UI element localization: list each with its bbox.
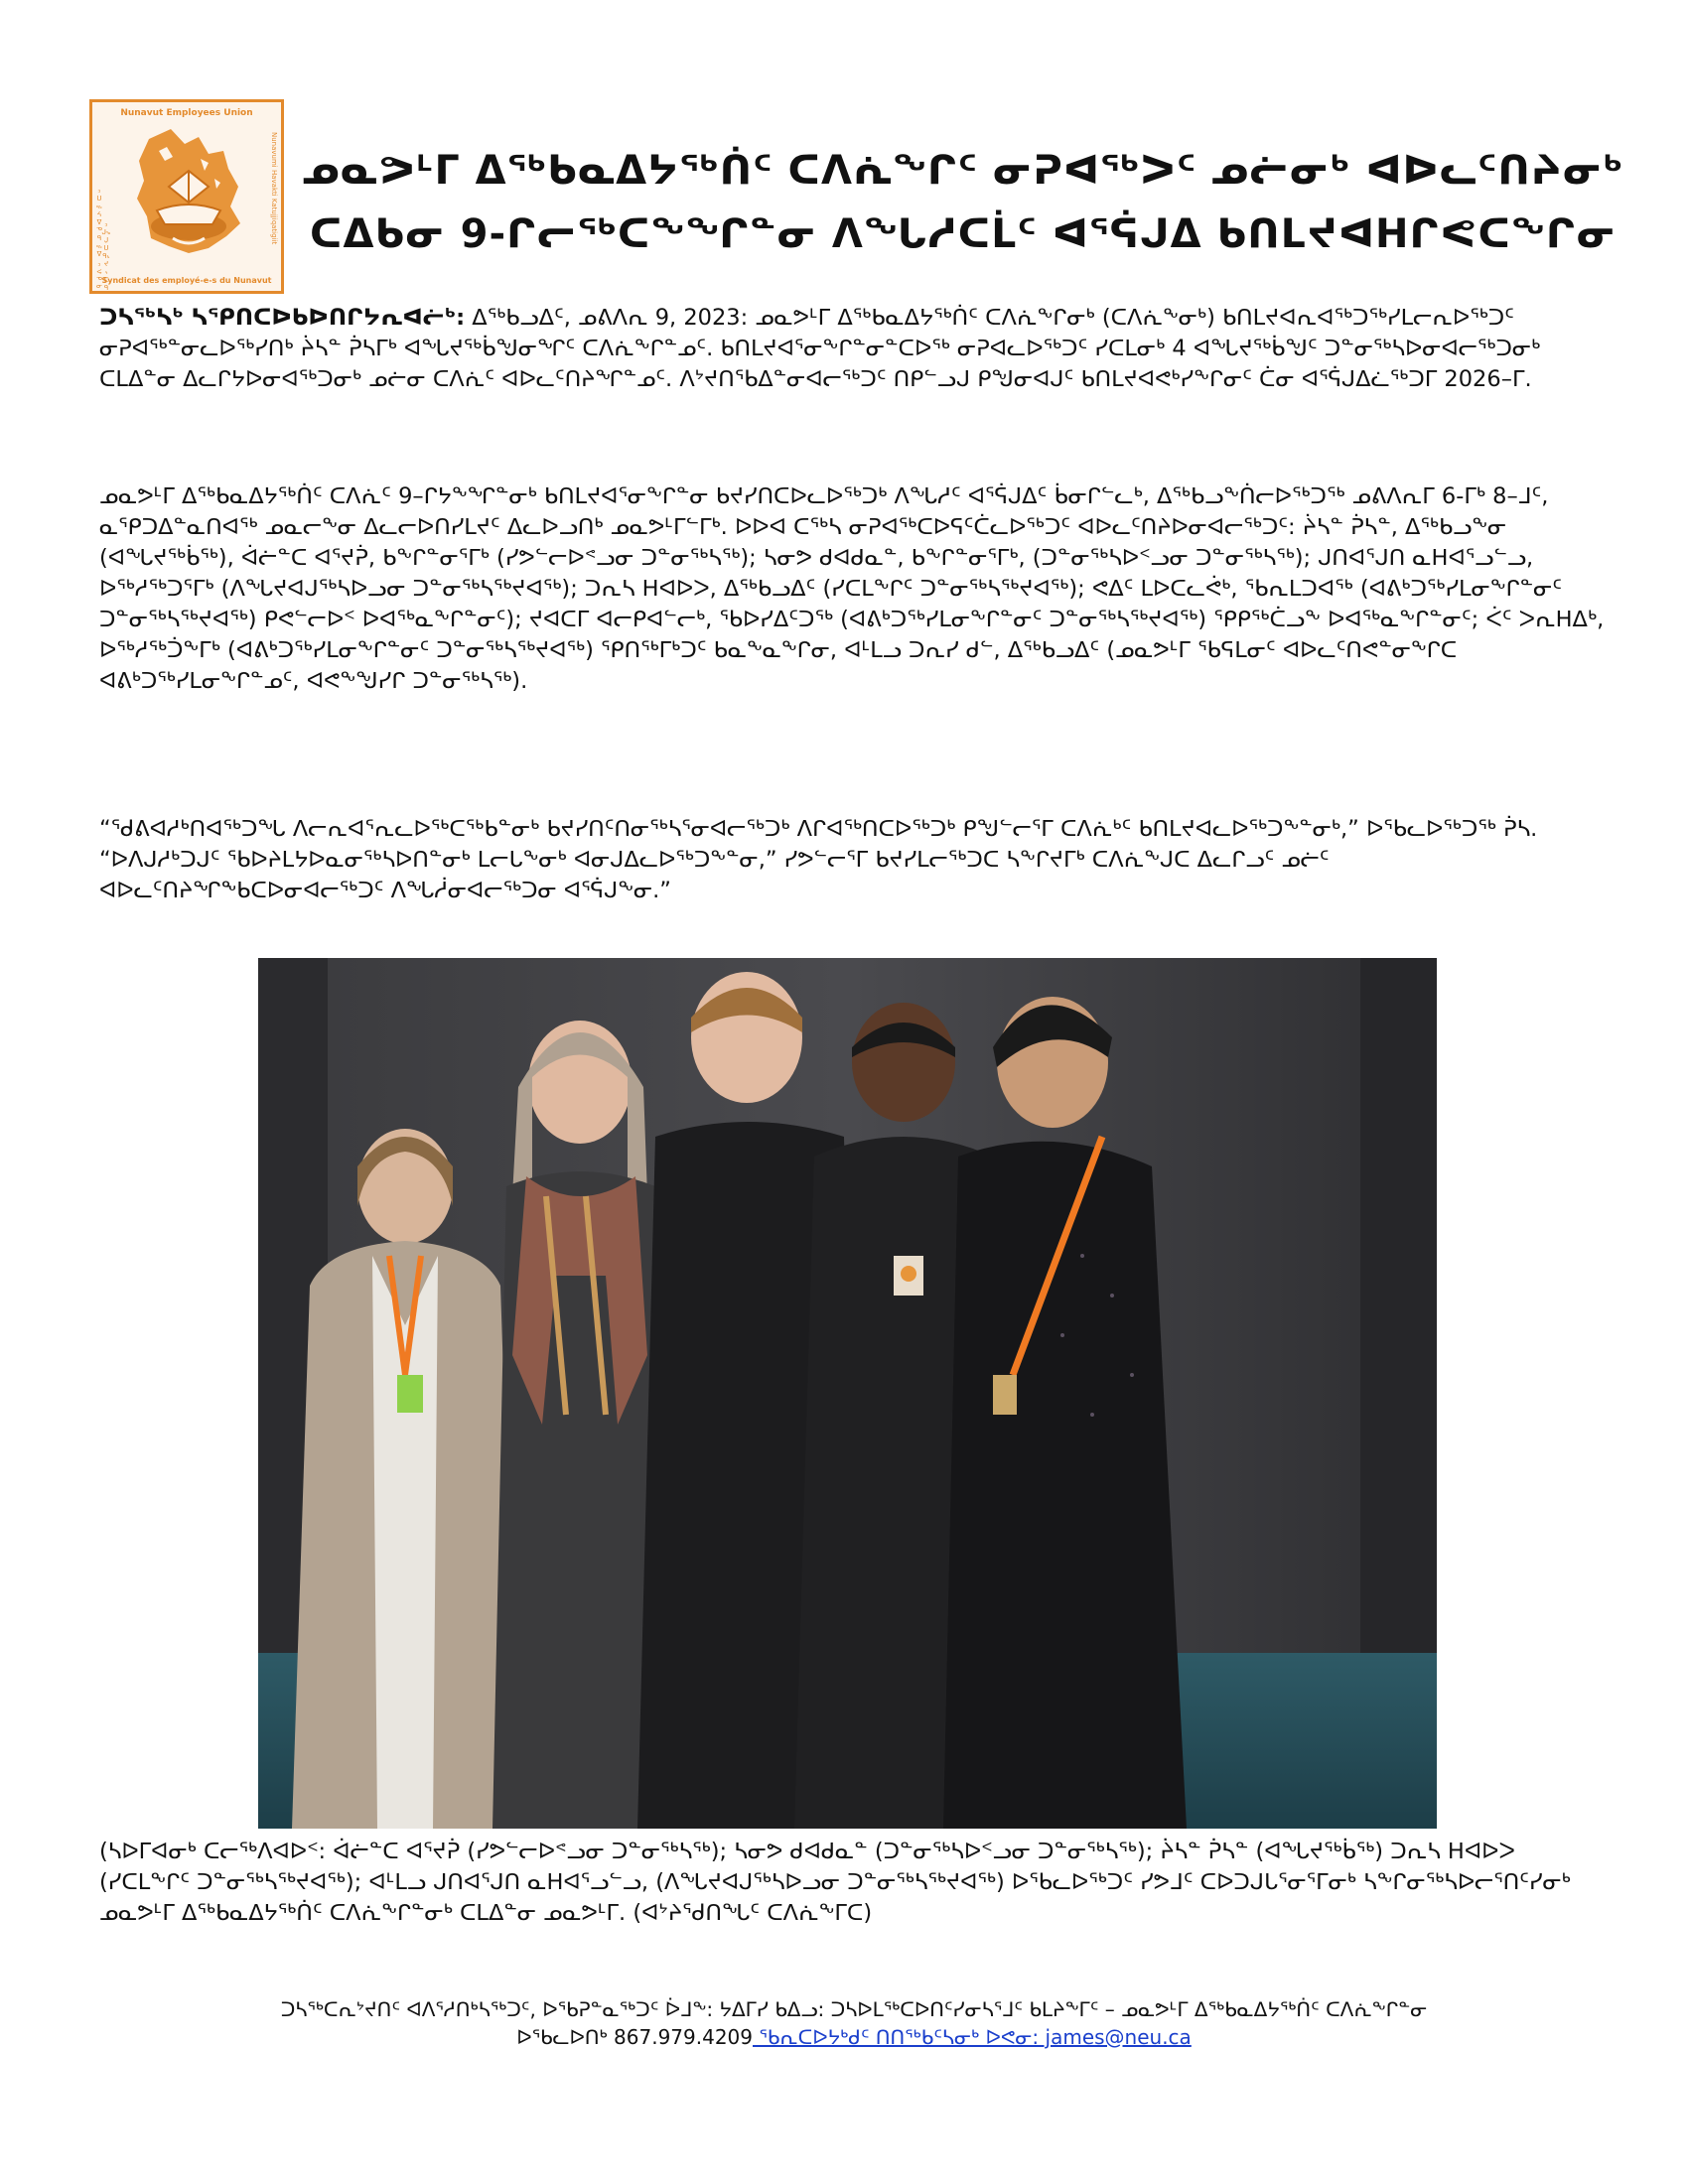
contact-email-link[interactable]: ᖃᕆᑕᐅᔭᒃᑯᑦ ᑎᑎᖅᑲᑦᓴᓂᒃ ᐅᕙᓂ: james@neu.ca — [753, 2025, 1192, 2049]
intro-paragraph — [99, 303, 1609, 395]
logo-top-text: Nunavut Employees Union — [120, 108, 253, 118]
headline-line-2: ᑕᐃᑲᓂ 9-ᒋᓕᖅᑕᖕᖏᓐᓂ ᐱᖓᓱᑕᒫᑦ ᐊᕐᕌᒍᐃ ᑲᑎᒪᔪᐊᕼᒋᕙᑕᖕᒋᓂ — [309, 211, 1618, 257]
group-photo — [258, 958, 1437, 1829]
contact-phone: ᐅᖃᓚᐅᑎᒃ 867.979.4209 — [516, 2025, 754, 2049]
headline-line-1: ᓄᓇᕗᒻᒥ ᐃᖅᑲᓇᐃᔭᖅᑏᑦ ᑕᐱᕇᖕᒋᑦ ᓂᕈᐊᖅᐳᑦ ᓄᓖᓂᒃ ᐊᐅᓚᑦᑎᔨᓂᒃ — [302, 148, 1624, 194]
quote-paragraph: “ᖁᕕᐊᓱᒃᑎᐊᖅᑐᖓ ᐱᓕᕆᐊᕐᕆᓚᐅᖅᑕᖅᑲᓐᓂᒃ ᑲᔪᓯᑎᑦᑎᓂᖅᓴᕐᓂᐊᓕᖅᑐᒃ ᐱᒋᐊᖅᑎᑕᐅᖅᑐᒃ ᑭᖑᓪᓕᕐᒥ ᑕᐱᕇᒃᑦ ᑲᑎᒪᔪᐊᓚᐅᖅᑐᖕᓐᓂᒃ,” ᐅᖃᓚᐅᖅᑐᖅ ᕉᓴ. “ᐅᐱᒍᓱᒃᑐᒍᑦ ᖃᐅᔨᒪᔭᐅᓇᓂᖅᓴᐅᑎᓐᓂᒃ ᒪᓕᒐᖕᓂᒃ ᐊᓂᒍᐃᓚᐅᖅᑐᖕᓐᓂ,” ᓯᕗᓪᓕᕐᒥ ᑲᔪᓯᒪᓕᖅᑐᑕ ᓴᖕᒋᔪᒥᒃ ᑕᐱᕇᖕᒍᑕ ᐃᓚᒋᓗᑦ ᓄᓖᑦ ᐊᐅᓚᑦᑎᔨᖏᖕᑲᑕᐅᓂᐊᓕᖅᑐᑦ ᐱᖓᓲᓂᐊᓕᖅᑐᓂ ᐊᕐᕌᒍᖕᓂ.” — [99, 816, 1538, 903]
contact-footer — [139, 1995, 1569, 2051]
logo-side-left-text: ᓄᓇᕗᑦ ᐃᖅᑲᓇᐃᔭᖅᑎᑦ ᑲᑐᔾᔨᖃᑎᒌᖏᑦ — [95, 185, 110, 291]
release-lead: ᑐᓴᖅᓴᒃ ᓴᕿᑎᑕᐅᑲᐅᑎᒋᔭᕆᐊᓖᒃ: — [99, 305, 466, 331]
intro-text: ᐃᖅᑲᓗᐃᑦ, ᓄᕕᐱᕆ 9, 2023: ᓄᓇᕗᒻᒥ ᐃᖅᑲᓇᐃᔭᖅᑏᑦ ᑕᐱᕇᖕᒋᓂᒃ (ᑕᐱᕇᖕᓂᒃ) ᑲᑎᒪᔪᐊᕆᐊᖅᑐᖅᓯᒪᓕᕆᐅᖅᑐᑦ ᓂᕈᐊᖅᓐᓂᓚᐅᖅᓯᑎᒃ ᔩᓴᓐ ᕉᓴᒥᒃ ᐊᖓᔪᖅᑳᖑᓂᖏᑦ ᑕᐱᕇᖕᒋᓐᓄᑦ. ᑲᑎᒪᔪᐊᕐᓂᖕᒋᓐᓂᓐᑕᐅᖅ ᓂᕈᐊᓚᐅᖅᑐᑦ ᓯᑕᒪᓂᒃ 4 ᐊᖓᔪᖅᑳᖑᑦ ᑐᓐᓂᖅᓴᐅᓂᐊᓕᖅᑐᓂᒃ ᑕᒪᐃᓐᓂ ᐃᓚᒋᔭᐅᓂᐊᖅᑐᓂᒃ ᓄᓖᓂ ᑕᐱᕇᑦ ᐊᐅᓚᑦᑎᔨᖏᓐᓄᑦ. ᐱᔾᔪᑎᖃᐃᓐᓂᐊᓕᖅᑐᑦ ᑎᑭᓪᓗᒍ ᑭᖑᓂᐊᒍᑦ ᑲᑎᒪᔪᐊᕙᒃᓯᖕᒋᓂᑦ ᑖᓂ ᐊᕐᕌᒍᐃᓛᖅᑐᒥ 2026–ᒥ. — [99, 305, 1541, 392]
photo-caption: (ᓴᐅᒥᐊᓂᒃ ᑕᓕᖅᐱᐊᐅᑉ: ᐋᓖᓐᑕ ᐊᕐᔪᕉ (ᓯᕗᓪᓕᐅᕝᓗᓂ ᑐᓐᓂᖅᓴᖅ); ᓴᓂᕗ ᑯᐊᑯᓇᓐ (ᑐᓐᓂᖅᓴᐅᑉᓗᓂ ᑐᓐᓂᖅᓴᖅ); ᔩᓴᓐ ᕉᓴᓐ (ᐊᖓᔪᖅᑳᖅ) ᑐᕆᓴ ᕼᐊᐅᐳ (ᓯᑕᒪᖕᒋᑦ ᑐᓐᓂᖅᓴᖅᔪᐊᖅ); ᐊᒻᒪᓗ ᒍᑎᐊᕐᒍᑎ ᓇᕼᐊᕐᓗᓪᓗ, (ᐱᖓᔪᐊᒍᖅᓴᐅᓗᓂ ᑐᓐᓂᖅᓴᖅᔪᐊᖅ) ᐅᖃᓚᐅᖅᑐᑦ ᓯᕗᒧᑦ ᑕᐅᑐᒍᒐᕐᓂᕐᒥᓂᒃ ᓴᖕᒋᓂᖅᓴᐅᓕᕐᑎᑦᓯᓂᒃ ᓄᓇᕗᒻᒥ ᐃᖅᑲᓇᐃᔭᖅᑏᑦ ᑕᐱᕇᖕᒋᓐᓂᒃ ᑕᒪᐃᓐᓂ ᓄᓇᕗᒻᒥ. (ᐊᔾᔨᖁᑎᖓᑦ ᑕᐱᕇᖕᒥᑕ) — [99, 1839, 1571, 1926]
logo-bottom-text: Syndicat des employé-e-s du Nunavut — [101, 276, 272, 285]
contact-line — [139, 2023, 1569, 2051]
executive-list-paragraph: ᓄᓇᕗᒻᒥ ᐃᖅᑲᓇᐃᔭᖅᑏᑦ ᑕᐱᕇᑦ 9–ᒋᔭᖕᖏᓐᓂᒃ ᑲᑎᒪᔪᐊᕐᓂᖕᒋᓐᓂ ᑲᔪᓯᑎᑕᐅᓚᐅᖅᑐᒃ ᐱᖓᓱᑦ ᐊᕐᕌᒍᐃᑦ ᑳᓂᒋᓪᓚᒃ, ᐃᖅᑲᓗᖕᑏᓕᐅᖅᑐᖅ ᓄᕕᐱᕆᒥ 6-ᒥᒃ 8–ᒧᑦ, ᓇᕿᑐᐃᓐᓇᑎᐊᖅ ᓄᓇᓕᖕᓂ ᐃᓚᓕᐅᑎᓯᒪᔪᑦ ᐃᓚᐅᓗᑎᒃ ᓄᓇᕗᒻᒥᓪᒥᒃ. ᐅᐅᐊ ᑕᖅᓴ ᓂᕈᐊᖅᑕᐅᕋᑦᑖᓚᐅᖅᑐᑦ ᐊᐅᓚᑦᑎᔨᐅᓂᐊᓕᖅᑐᑦ: ᔩᓴᓐ ᕉᓴᓐ, ᐃᖅᑲᓗᖕᓂ (ᐊᖓᔪᖅᑳᖅ), ᐋᓖᓐᑕ ᐊᕐᔪᕉ, ᑲᖕᒋᓐᓂᕐᒥᒃ (ᓯᕗᓪᓕᐅᕝᓗᓂ ᑐᓐᓂᖅᓴᖅ); ᓴᓂᕗ ᑯᐊᑯᓇᓐ, ᑲᖕᒋᓐᓂᕐᒥᒃ, (ᑐᓐᓂᖅᓴᐅᑉᓗᓂ ᑐᓐᓂᖅᓴᖅ); ᒍᑎᐊᕐᒍᑎ ᓇᕼᐊᕐᓗᓪᓗ, ᐅᖅᓱᖅᑐᕐᒥᒃ (ᐱᖓᔪᐊᒍᖅᓴᐅᓗᓂ ᑐᓐᓂᖅᓴᖅᔪᐊᖅ); ᑐᕆᓴ ᕼᐊᐅᐳ, ᐃᖅᑲᓗᐃᑦ (ᓯᑕᒪᖕᒋᑦ ᑐᓐᓂᖅᓴᖅᔪᐊᖅ); ᕙᐃᑦ ᒪᐅᑕᓚᕚᒃ, ᖃᕆᒪᑐᐊᖅ (ᐊᕕᒃᑐᖅᓯᒪᓂᖕᒋᓐᓂᑦ ᑐᓐᓂᖅᓴᖅᔪᐊᖅ) ᑭᕙᓪᓕᐅᑉ ᐅᐊᖅᓇᖕᒋᓐᓂᑦ); ᔪᐊᑕᒥ ᐊᓕᑭᐊᓪᓕᒃ, ᖃᐅᓯᐃᑦᑐᖅ (ᐊᕕᒃᑐᖅᓯᒪᓂᖕᒋᓐᓂᑦ ᑐᓐᓂᖅᓴᖅᔪᐊᖅ) ᕿᑭᖅᑖᓗᖕ ᐅᐊᖅᓇᖕᒋᓐᓂᑦ; ᐹᑦ ᐳᕆᕼᐃᒃ, ᐅᖅᓱᖅᑑᖕᒥᒃ (ᐊᕕᒃᑐᖅᓯᒪᓂᖕᒋᓐᓂᑦ ᑐᓐᓂᖅᓴᖅᔪᐊᖅ) ᕿᑎᖅᒥᒃᑐᑦ ᑲᓇᖕᓇᖕᒋᓂ, ᐊᒻᒪᓗ ᑐᕆᓯ ᑯᓪ, ᐃᖅᑲᓗᐃᑦ (ᓄᓇᕗᒻᒥ ᖃᕋᒪᓂᑦ ᐊᐅᓚᑦᑎᕙᓐᓂᖕᒋᑕ ᐊᕕᒃᑐᖅᓯᒪᓂᖕᒋᓐᓄᑦ, ᐊᕙᖕᖑᓯᒋ ᑐᓐᓂᖅᓴᖅ). — [99, 483, 1605, 694]
contact-info: ᑐᓴᖅᑕᕆᔾᔪᑎᑦ ᐊᐱᕐᓱᑎᒃᓴᖅᑐᑦ, ᐅᖃᕈᓐᓇᖅᑐᑦ ᐆᒧᖕ: ᔭᐃᒥᓯ ᑲᐃᓗ: ᑐᓴᐅᒪᖅᑕᐅᑎᑦᓯᓂᓴᕐᒧᑦ ᑲᒪᔨᖕᒥᑦ – ᓄᓇᕗᒻᒥ ᐃᖅᑲᓇᐃᔭᖅᑏᑦ ᑕᐱᕇᖕᒋᓐᓂ — [280, 1997, 1428, 2021]
press-release-headline — [298, 139, 1628, 266]
union-logo — [89, 99, 284, 294]
logo-side-right-text: Nunavumi Havakti Katujjiqatigiit — [270, 132, 278, 245]
group-photo-image — [258, 958, 1437, 1829]
logo-emblem-icon — [89, 99, 284, 294]
